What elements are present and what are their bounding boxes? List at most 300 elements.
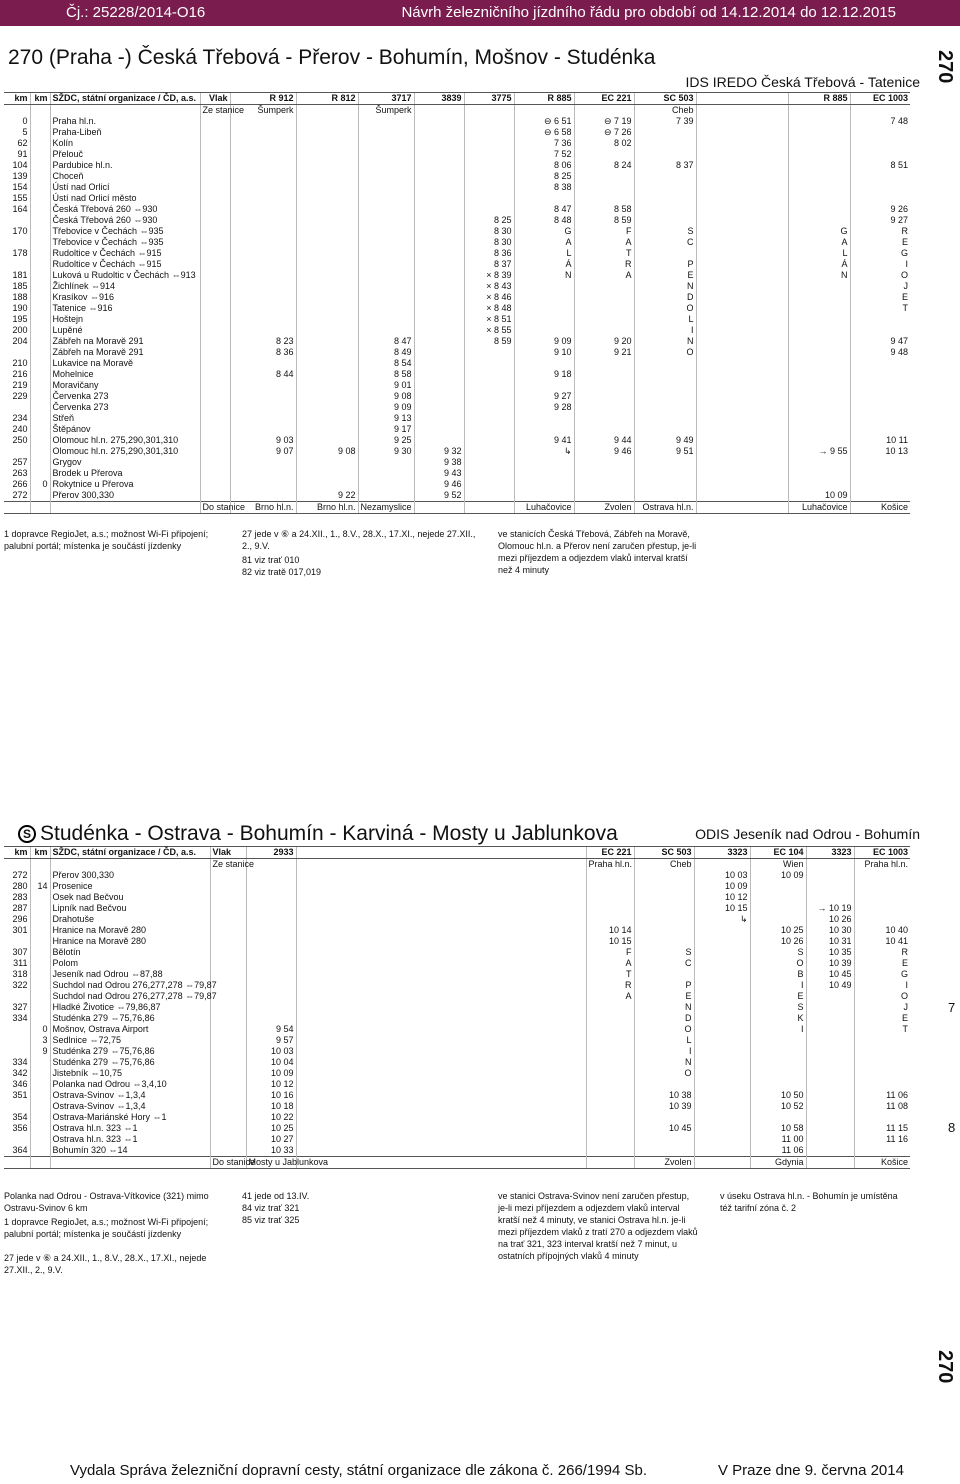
cell (574, 391, 634, 402)
cell (296, 435, 358, 446)
table-row (4, 925, 910, 936)
cell: R 812 (296, 93, 358, 105)
cell (200, 303, 230, 314)
cell: 9 27 (514, 391, 574, 402)
cell: 10 52 (750, 1101, 806, 1112)
cell: Česká Třebová 260 ⇔930 (50, 204, 200, 215)
cell (750, 1068, 806, 1079)
cell (296, 847, 586, 859)
cell (514, 424, 574, 435)
cell (30, 991, 50, 1002)
cell (788, 292, 850, 303)
cell (358, 171, 414, 182)
to-station-row (4, 1157, 910, 1169)
cell (586, 1002, 634, 1013)
cell (230, 193, 296, 204)
cell (210, 1112, 246, 1123)
cell (634, 969, 694, 980)
cell (50, 1157, 210, 1169)
table-row (4, 182, 910, 193)
cell: 9 08 (358, 391, 414, 402)
cell: Zábřeh na Moravě 291 (50, 347, 200, 358)
cell (586, 1145, 634, 1157)
footer-publisher: Vydala Správa železniční dopravní cesty, státní organizace dle zákona č. 266/1994 Sb. (70, 1462, 648, 1479)
document-header (0, 0, 960, 26)
cell (30, 969, 50, 980)
cell (200, 314, 230, 325)
cell (850, 127, 910, 138)
cell: Praha hl.n. (854, 859, 910, 871)
cell (574, 314, 634, 325)
cell: 9 10 (514, 347, 574, 358)
cell (696, 413, 788, 424)
table-row (4, 1134, 910, 1145)
cell: O (634, 1068, 694, 1079)
cell (230, 380, 296, 391)
cell (246, 892, 296, 903)
cell: 3775 (464, 93, 514, 105)
cell: F (586, 947, 634, 958)
cell (4, 347, 30, 358)
cell (514, 303, 574, 314)
cell (30, 160, 50, 171)
cell (200, 182, 230, 193)
cell (464, 424, 514, 435)
note-2-3: 27 jede v ⑥ a 24.XII., 1., 8.V., 28.X., 17.XI., nejede 27.XII., 2., 9.V. (4, 1253, 207, 1275)
cell: Lukavice na Moravě (50, 358, 200, 369)
cell (210, 892, 246, 903)
cell: E (634, 270, 696, 281)
cell: EC 1003 (854, 847, 910, 859)
cell (634, 358, 696, 369)
cell: I (634, 1046, 694, 1057)
cell: Á (788, 259, 850, 270)
cell (30, 369, 50, 380)
cell (4, 1134, 30, 1145)
cell (694, 1157, 750, 1169)
cell (230, 182, 296, 193)
cell (806, 1112, 854, 1123)
section1-title: (Praha -) Česká Třebová - Přerov - Bohumín, Mošnov - Studénka (48, 46, 656, 69)
cell (696, 116, 788, 127)
cell: R (854, 947, 910, 958)
cell (200, 369, 230, 380)
cell (694, 1134, 750, 1145)
cell (296, 369, 358, 380)
cell (358, 259, 414, 270)
section1-heading (8, 46, 655, 70)
cell: Ze stanice (210, 859, 246, 871)
cell (586, 1013, 634, 1024)
cell (634, 892, 694, 903)
cell (806, 1157, 854, 1169)
cell (694, 958, 750, 969)
cell (696, 402, 788, 413)
cell: I (850, 259, 910, 270)
cell (696, 457, 788, 468)
cell: km (30, 93, 50, 105)
cell (414, 138, 464, 149)
cell (850, 424, 910, 435)
table-row (4, 1024, 910, 1035)
cell: 10 22 (246, 1112, 296, 1123)
note-2-7: ve stanici Ostrava-Svinov není zaručen přestup, je-li mezi příjezdem a odjezdem vlaků interval kratší než 4 minuty, ve stanici Ostrava hl.n. je-li mezi příjezdem vlaků z tratí 270 a odjezdem vlaků na trať 321, 323 interval kratší než 7 minut, u ostatních přípojných vlaků 4 minuty (498, 1191, 698, 1261)
cell (30, 892, 50, 903)
cell: ⊖ 6 58 (514, 127, 574, 138)
cell (514, 490, 574, 502)
cell (750, 1112, 806, 1123)
cell (634, 936, 694, 947)
cell: Brno hl.n. (230, 502, 296, 514)
cell (358, 325, 414, 336)
cell: 9 (30, 1046, 50, 1057)
cell: T (586, 969, 634, 980)
note-2-5: 84 viz trať 321 (242, 1203, 300, 1213)
cell: 10 09 (750, 870, 806, 881)
cell (200, 259, 230, 270)
cell: 8 23 (230, 336, 296, 347)
cell: E (854, 1013, 910, 1024)
cell (30, 1145, 50, 1157)
cell (854, 892, 910, 903)
cell: E (750, 991, 806, 1002)
cell: O (634, 347, 696, 358)
cell (850, 138, 910, 149)
cell (4, 446, 30, 457)
cell: 3717 (358, 93, 414, 105)
cell: 10 49 (806, 980, 854, 991)
cell (230, 226, 296, 237)
cell: Mošnov, Ostrava Airport (50, 1024, 210, 1035)
cell: 200 (12, 325, 28, 335)
cell (30, 281, 50, 292)
cell: 9 46 (574, 446, 634, 457)
table-row (4, 314, 910, 325)
cell: 8 25 (464, 215, 514, 226)
cell (514, 380, 574, 391)
cell (514, 468, 574, 479)
cell: Třebovice v Čechách ⇔935 (50, 237, 200, 248)
cell (586, 1057, 634, 1068)
cell: Sedlnice ⇔72,75 (50, 1035, 210, 1046)
table-row (4, 892, 910, 903)
cell (30, 925, 50, 936)
cell (230, 413, 296, 424)
cell (694, 1145, 750, 1157)
cell (200, 237, 230, 248)
cell (414, 160, 464, 171)
cell: 188 (12, 292, 28, 302)
cell: 10 14 (586, 925, 634, 936)
cell (30, 1057, 50, 1068)
cell: 8 02 (574, 138, 634, 149)
cell: Jeseník nad Odrou ⇔87,88 (50, 969, 210, 980)
cell (296, 259, 358, 270)
cell (750, 1035, 806, 1046)
cell (694, 969, 750, 980)
cell (750, 892, 806, 903)
cell: E (854, 958, 910, 969)
cell (296, 193, 358, 204)
cell (788, 413, 850, 424)
cell (586, 881, 634, 892)
cell: 11 06 (750, 1145, 806, 1157)
cell (806, 1079, 854, 1090)
cell: 9 07 (230, 446, 296, 457)
cell (230, 468, 296, 479)
cell (30, 380, 50, 391)
cell (586, 1068, 634, 1079)
cell (634, 914, 694, 925)
cell: A (574, 270, 634, 281)
cell: 9 03 (230, 435, 296, 446)
cell: A (586, 991, 634, 1002)
cell: Luková u Rudoltic v Čechách ⇔913 (50, 270, 200, 281)
cell (296, 1134, 586, 1145)
cell (246, 947, 296, 958)
cell (788, 347, 850, 358)
cell (806, 1145, 854, 1157)
cell: 10 26 (750, 936, 806, 947)
cell (634, 171, 696, 182)
cell (634, 215, 696, 226)
cell (464, 149, 514, 160)
cell (414, 380, 464, 391)
cell (694, 1024, 750, 1035)
cell (634, 468, 696, 479)
section2-ids: ODIS Jeseník nad Odrou - Bohumín (695, 826, 920, 842)
table-row (4, 991, 910, 1002)
cell: J (854, 1002, 910, 1013)
cell: 10 09 (788, 490, 850, 502)
table-row (4, 1046, 910, 1057)
cell: Studénka 279 ⇔75,76,86 (50, 1046, 210, 1057)
cell: 354 (12, 1112, 28, 1122)
cell: Ostrava-Svinov ⇔1,3,4 (50, 1090, 210, 1101)
cell: Hranice na Moravě 280 (50, 925, 210, 936)
cell: A (574, 237, 634, 248)
cell (854, 1145, 910, 1157)
cell: 234 (12, 413, 28, 423)
cell (296, 969, 586, 980)
cell: 9 30 (358, 446, 414, 457)
cell (464, 380, 514, 391)
cell (230, 490, 296, 502)
cell: I (750, 980, 806, 991)
cell (514, 479, 574, 490)
cell (696, 138, 788, 149)
cell: Zvolen (574, 502, 634, 514)
timetable-section2 (4, 846, 910, 1169)
table-row (4, 1068, 910, 1079)
cell: Mosty u Jablunkova (246, 1157, 296, 1169)
cell (414, 303, 464, 314)
cell (854, 903, 910, 914)
cell (230, 138, 296, 149)
cell (200, 347, 230, 358)
cell (514, 281, 574, 292)
cell (574, 149, 634, 160)
cell: 10 18 (246, 1101, 296, 1112)
cell: 8 48 (514, 215, 574, 226)
table-row (4, 259, 910, 270)
cell: 10 45 (806, 969, 854, 980)
cell (850, 457, 910, 468)
cell (574, 171, 634, 182)
table-row (4, 1002, 910, 1013)
document-title: Návrh železničního jízdního řádu pro období od 14.12.2014 do 12.12.2015 (401, 4, 896, 21)
cell (358, 468, 414, 479)
cell: 91 (17, 149, 28, 159)
cell: 139 (12, 171, 28, 181)
note-2-1: Polanka nad Odrou - Ostrava-Vítkovice (321) mimo Ostravu-Svinov 6 km (4, 1191, 209, 1213)
cell: 8 06 (514, 160, 574, 171)
cell (696, 226, 788, 237)
cell (634, 457, 696, 468)
cell (30, 435, 50, 446)
cell: 9 54 (246, 1024, 296, 1035)
note-1-5: ve stanicích Česká Třebová, Zábřeh na Moravě, Olomouc hl.n. a Přerov není zaručen přestup, je-li mezi příjezdem a odjezdem vlaků interval kratší než 4 minuty (498, 529, 697, 575)
table-row (4, 160, 910, 171)
cell: Studénka 279 ⇔75,76,86 (50, 1057, 210, 1068)
cell (230, 281, 296, 292)
cell (586, 903, 634, 914)
cell (296, 314, 358, 325)
cell: Červenka 273 (50, 402, 200, 413)
cell (464, 479, 514, 490)
from-station-row (4, 859, 910, 871)
cell (200, 171, 230, 182)
cell: 9 57 (246, 1035, 296, 1046)
cell: O (850, 270, 910, 281)
cell: Do stanice (200, 502, 230, 514)
cell: EC 221 (574, 93, 634, 105)
cell (750, 881, 806, 892)
cell: 8 30 (464, 237, 514, 248)
cell: Luhačovice (514, 502, 574, 514)
cell (200, 424, 230, 435)
cell (210, 1035, 246, 1046)
cell (850, 314, 910, 325)
cell: → 10 19 (806, 903, 854, 914)
cell (210, 1145, 246, 1157)
table-row (4, 138, 910, 149)
cell: Drahotuše (50, 914, 210, 925)
cell (200, 292, 230, 303)
cell: Grygov (50, 457, 200, 468)
cell (30, 259, 50, 270)
cell (696, 171, 788, 182)
section1-number: 270 (8, 46, 44, 69)
table-row (4, 171, 910, 182)
table-row (4, 870, 910, 881)
cell: 311 (13, 958, 28, 968)
cell (230, 391, 296, 402)
cell: 11 15 (854, 1123, 910, 1134)
cell: 7 52 (514, 149, 574, 160)
cell (574, 457, 634, 468)
cell (296, 237, 358, 248)
cell: 272 (12, 490, 28, 500)
cell (296, 892, 586, 903)
cell (230, 215, 296, 226)
cell (694, 1123, 750, 1134)
cell: Suchdol nad Odrou 276,277,278 ⇔79,87 (50, 991, 210, 1002)
cell: 185 (12, 281, 28, 291)
cell (358, 138, 414, 149)
cell: km (4, 847, 30, 859)
cell (574, 369, 634, 380)
cell (586, 1035, 634, 1046)
cell (30, 413, 50, 424)
cell (30, 958, 50, 969)
cell (30, 1157, 50, 1169)
cell (30, 237, 50, 248)
cell (210, 1046, 246, 1057)
cell (414, 314, 464, 325)
cell (806, 1101, 854, 1112)
cell (694, 947, 750, 958)
cell (230, 204, 296, 215)
cell (210, 1013, 246, 1024)
table-row (4, 457, 910, 468)
cell (464, 127, 514, 138)
table-row (4, 402, 910, 413)
cell: N (514, 270, 574, 281)
cell (414, 402, 464, 413)
cell (806, 1123, 854, 1134)
cell: 9 13 (358, 413, 414, 424)
cell (30, 859, 50, 871)
cell (696, 502, 788, 514)
cell: Lupěné (50, 325, 200, 336)
table-row (4, 958, 910, 969)
cell (574, 380, 634, 391)
cell (30, 248, 50, 259)
cell (788, 424, 850, 435)
cell (850, 479, 910, 490)
cell (30, 215, 50, 226)
cell: R (586, 980, 634, 991)
cell (634, 149, 696, 160)
cell (850, 193, 910, 204)
cell (850, 369, 910, 380)
cell: 322 (12, 980, 28, 990)
cell (30, 182, 50, 193)
cell: 8 44 (230, 369, 296, 380)
cell (230, 160, 296, 171)
cell (50, 502, 200, 514)
cell (788, 171, 850, 182)
cell (296, 457, 358, 468)
cell: 11 08 (854, 1101, 910, 1112)
cell (414, 270, 464, 281)
cell (296, 182, 358, 193)
cell: Rudoltice v Čechách ⇔915 (50, 259, 200, 270)
cell: 190 (12, 303, 28, 313)
cell (694, 1079, 750, 1090)
cell (574, 325, 634, 336)
cell: F (574, 226, 634, 237)
cell (30, 936, 50, 947)
cell (854, 1035, 910, 1046)
cell (586, 892, 634, 903)
cell (358, 270, 414, 281)
cell (696, 435, 788, 446)
cell (634, 391, 696, 402)
cell (788, 303, 850, 314)
cell (854, 1046, 910, 1057)
